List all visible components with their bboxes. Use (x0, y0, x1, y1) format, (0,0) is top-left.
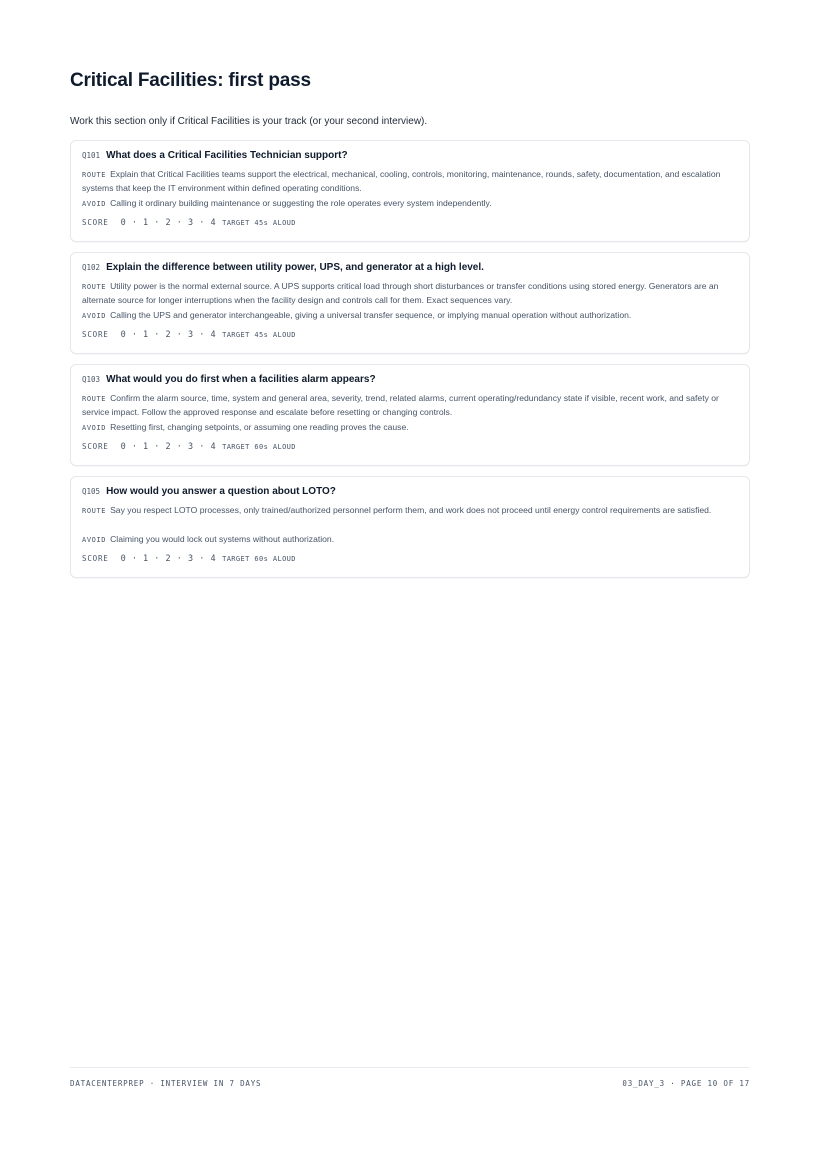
target-time: TARGET 60s ALOUD (222, 443, 296, 451)
score-row (82, 218, 296, 228)
avoid-text: Resetting first, changing setpoints, or assuming one reading proves the cause. (110, 422, 409, 432)
target-time: TARGET 45s ALOUD (222, 331, 296, 339)
question-header (82, 374, 738, 390)
score-label: SCORE (82, 442, 109, 451)
route-text: Utility power is the normal external source. A UPS supports critical load through short disturbances or transfer conditions using stored energy. Generators are an alternate source for longer interruptions when the facility design and controls call for them. Exact sequences vary. (82, 281, 719, 305)
question-title: Explain the difference between utility power, UPS, and generator at a high level. (106, 262, 484, 273)
score-scale: 0 · 1 · 2 · 3 · 4 (120, 330, 217, 340)
route-text: Explain that Critical Facilities teams support the electrical, mechanical, cooling, controls, monitoring, maintenance, rounds, safety, documentation, and escalation systems that keep the IT environment within defined operating conditions. (82, 169, 721, 193)
route-row (82, 504, 738, 530)
avoid-label: AVOID (82, 536, 107, 544)
avoid-row (82, 309, 738, 323)
question-header (82, 262, 738, 278)
score-scale: 0 · 1 · 2 · 3 · 4 (120, 218, 217, 228)
question-title: How would you answer a question about LOTO? (106, 486, 336, 497)
avoid-label: AVOID (82, 424, 107, 432)
question-id: Q103 (82, 375, 101, 384)
score-label: SCORE (82, 330, 109, 339)
score-row (82, 554, 296, 564)
score-scale: 0 · 1 · 2 · 3 · 4 (120, 554, 217, 564)
question-list (70, 140, 750, 588)
footer-page-number: 03_DAY_3 · PAGE 10 OF 17 (622, 1079, 750, 1088)
avoid-label: AVOID (82, 312, 107, 320)
score-label: SCORE (82, 554, 109, 563)
route-text: Say you respect LOTO processes, only trained/authorized personnel perform them, and work does not proceed until energy control requirements are satisfied. (110, 505, 712, 515)
question-card-q105 (70, 476, 750, 578)
question-header (82, 486, 738, 502)
target-time: TARGET 45s ALOUD (222, 219, 296, 227)
footer-brand: DATACENTERPREP · INTERVIEW IN 7 DAYS (70, 1079, 262, 1088)
question-title: What would you do first when a facilities alarm appears? (106, 374, 376, 385)
question-id: Q105 (82, 487, 101, 496)
score-row (82, 330, 296, 340)
route-row (82, 280, 738, 306)
question-card-q103 (70, 364, 750, 466)
avoid-row (82, 533, 738, 547)
avoid-text: Calling the UPS and generator interchangeable, giving a universal transfer sequence, or implying manual operation without authorization. (110, 310, 632, 320)
route-row (82, 168, 738, 194)
footer-divider (70, 1067, 750, 1068)
route-row (82, 392, 738, 418)
route-label: ROUTE (82, 283, 107, 291)
route-label: ROUTE (82, 507, 107, 515)
avoid-text: Calling it ordinary building maintenance or suggesting the role operates every system independently. (110, 198, 492, 208)
page-title: Critical Facilities: first pass (70, 70, 311, 91)
avoid-row (82, 197, 738, 211)
section-intro: Work this section only if Critical Facilities is your track (or your second interview). (70, 116, 428, 127)
question-card-q101 (70, 140, 750, 242)
question-id: Q102 (82, 263, 101, 272)
question-id: Q101 (82, 151, 101, 160)
route-label: ROUTE (82, 395, 107, 403)
score-scale: 0 · 1 · 2 · 3 · 4 (120, 442, 217, 452)
route-label: ROUTE (82, 171, 107, 179)
score-label: SCORE (82, 218, 109, 227)
question-header (82, 150, 738, 166)
question-title: What does a Critical Facilities Technician support? (106, 150, 348, 161)
avoid-text: Claiming you would lock out systems without authorization. (110, 534, 335, 544)
avoid-row (82, 421, 738, 435)
target-time: TARGET 60s ALOUD (222, 555, 296, 563)
score-row (82, 442, 296, 452)
route-text: Confirm the alarm source, time, system and general area, severity, trend, related alarms, current operating/redundancy state if visible, recent work, and safety or service impact. Follow the approved response and escalate before resetting or changing controls. (82, 393, 719, 417)
avoid-label: AVOID (82, 200, 107, 208)
question-card-q102 (70, 252, 750, 354)
